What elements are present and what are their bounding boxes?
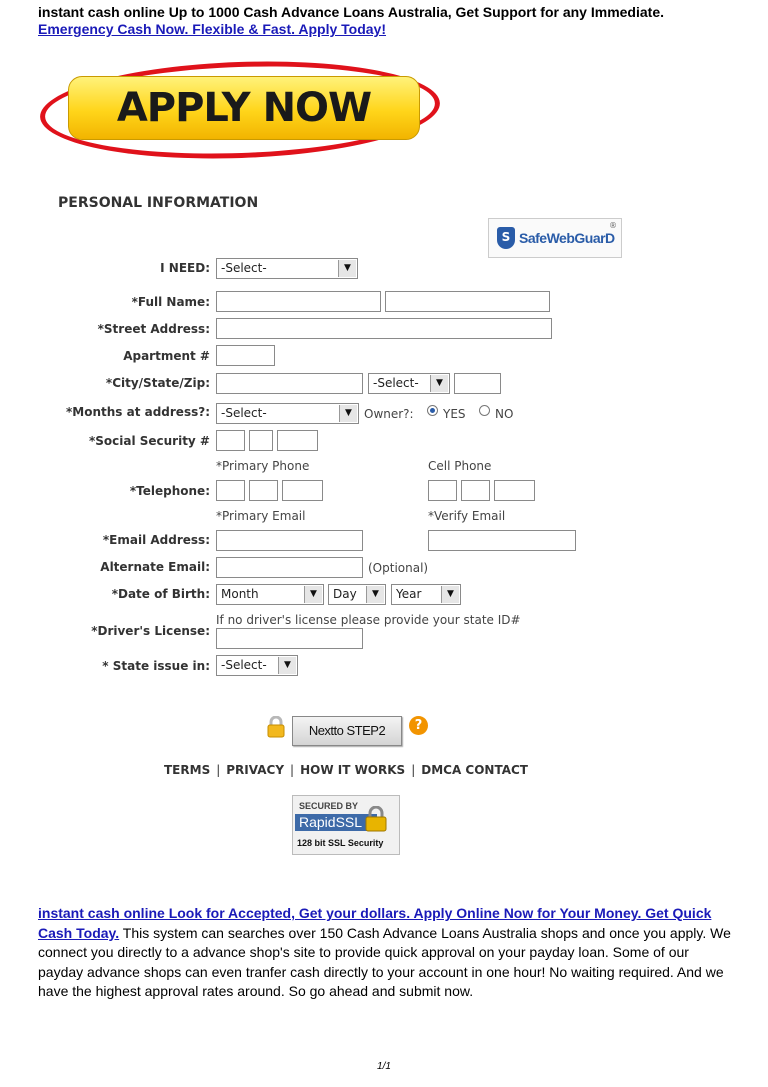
state-value: -Select-: [373, 376, 419, 390]
phone-line-field[interactable]: [282, 480, 323, 501]
registered-mark: ®: [609, 221, 617, 230]
verify-email-field[interactable]: [428, 530, 576, 551]
telephone-label: *Telephone:: [129, 484, 210, 498]
ssl-brand: RapidSSL: [295, 814, 377, 831]
dob-label: *Date of Birth:: [111, 587, 210, 601]
cell-line-field[interactable]: [494, 480, 535, 501]
owner-no-radio[interactable]: [479, 405, 490, 416]
body-paragraph: [38, 904, 732, 1002]
ssl-secured-by: SECURED BY: [299, 801, 359, 811]
page-number: 1/1: [377, 1061, 391, 1072]
owner-yes-radio[interactable]: [427, 405, 438, 416]
license-note: If no driver's license please provide your state ID#: [216, 613, 521, 627]
state-select[interactable]: [368, 373, 450, 394]
owner-label: Owner?:: [364, 407, 414, 421]
dob-month-select[interactable]: [216, 584, 324, 605]
owner-no-label: NO: [495, 407, 514, 421]
footer-links: TERMS | PRIVACY | HOW IT WORKS | DMCA CONTACT: [164, 763, 528, 777]
months-value: -Select-: [221, 406, 267, 420]
privacy-link[interactable]: PRIVACY: [226, 763, 285, 777]
dob-day-value: Day: [333, 587, 357, 601]
chevron-down-icon: ▼: [338, 260, 356, 277]
alternate-email-label: Alternate Email:: [100, 560, 210, 574]
email-field[interactable]: [216, 530, 363, 551]
next-step-button[interactable]: Nextto STEP2: [292, 716, 402, 746]
months-select[interactable]: [216, 403, 359, 424]
cell-phone-caption: Cell Phone: [428, 459, 492, 473]
verify-email-caption: *Verify Email: [428, 509, 506, 523]
apartment-field[interactable]: [216, 345, 275, 366]
state-issue-value: -Select-: [221, 658, 267, 672]
dob-month-value: Month: [221, 587, 259, 601]
phone-prefix-field[interactable]: [249, 480, 278, 501]
city-field[interactable]: [216, 373, 363, 394]
page-title: instant cash online Up to 1000 Cash Advance Loans Australia, Get Support for any Immediate.: [38, 4, 664, 20]
rapidssl-badge: [292, 795, 400, 855]
chevron-down-icon: ▼: [304, 586, 322, 603]
body-text: This system can searches over 150 Cash Advance Loans Australia shops and once you apply. We connect you directly to a advance shop's site to provide quick approval on your payday loan. Some of our payday advance shops can even tranfer cash directly to your account in one hour! No waiting required. And we have the highest approval rates around. So go ahead and submit now.: [38, 924, 731, 1000]
cell-prefix-field[interactable]: [461, 480, 490, 501]
chevron-down-icon: ▼: [366, 586, 384, 603]
street-address-field[interactable]: [216, 318, 552, 339]
owner-yes-label: YES: [443, 407, 466, 421]
email-label: *Email Address:: [102, 533, 210, 547]
alternate-email-field[interactable]: [216, 557, 363, 578]
street-address-label: *Street Address:: [97, 322, 210, 336]
apply-now-button[interactable]: APPLY NOW: [68, 76, 420, 140]
ssn-part2-field[interactable]: [249, 430, 273, 451]
emergency-cash-link[interactable]: Emergency Cash Now. Flexible & Fast. Apply Today!: [38, 21, 387, 37]
drivers-license-field[interactable]: [216, 628, 363, 649]
chevron-down-icon: ▼: [278, 657, 296, 674]
primary-phone-caption: *Primary Phone: [216, 459, 310, 473]
months-at-address-label: *Months at address?:: [66, 405, 210, 419]
primary-email-caption: *Primary Email: [216, 509, 306, 523]
chevron-down-icon: ▼: [430, 375, 448, 392]
section-title: PERSONAL INFORMATION: [58, 195, 259, 211]
badge-text: SafeWebGuarD: [519, 230, 615, 246]
phone-area-field[interactable]: [216, 480, 245, 501]
ssn-part3-field[interactable]: [277, 430, 318, 451]
ssn-label: *Social Security #: [88, 434, 210, 448]
i-need-value: -Select-: [221, 261, 267, 275]
dob-day-select[interactable]: [328, 584, 386, 605]
chevron-down-icon: ▼: [441, 586, 459, 603]
state-issue-label: * State issue in:: [102, 659, 210, 673]
dob-year-value: Year: [396, 587, 422, 601]
lock-icon: [266, 716, 286, 738]
ssn-part1-field[interactable]: [216, 430, 245, 451]
terms-link[interactable]: TERMS: [164, 763, 211, 777]
zip-field[interactable]: [454, 373, 501, 394]
dmca-contact-link[interactable]: DMCA CONTACT: [421, 763, 528, 777]
first-name-field[interactable]: [216, 291, 381, 312]
last-name-field[interactable]: [385, 291, 550, 312]
full-name-label: *Full Name:: [131, 295, 210, 309]
apartment-label: Apartment #: [123, 349, 210, 363]
help-icon[interactable]: ?: [409, 716, 428, 735]
padlock-icon: [365, 806, 387, 832]
city-state-zip-label: *City/State/Zip:: [105, 376, 210, 390]
quick-cash-link[interactable]: instant cash online Look for Accepted, Get your dollars. Apply Online Now for Your Money. Get Quick Cash Today.: [38, 905, 712, 941]
state-issue-select[interactable]: [216, 655, 298, 676]
ssl-bits: 128 bit SSL Security: [297, 838, 384, 848]
drivers-license-label: *Driver's License:: [91, 624, 210, 638]
optional-note: (Optional): [368, 561, 429, 575]
chevron-down-icon: ▼: [339, 405, 357, 422]
how-it-works-link[interactable]: HOW IT WORKS: [300, 763, 406, 777]
i-need-label: I NEED:: [160, 261, 210, 275]
shield-icon: S: [497, 227, 515, 249]
safewebguard-badge: [488, 218, 622, 258]
cell-area-field[interactable]: [428, 480, 457, 501]
i-need-select[interactable]: [216, 258, 358, 279]
dob-year-select[interactable]: [391, 584, 461, 605]
